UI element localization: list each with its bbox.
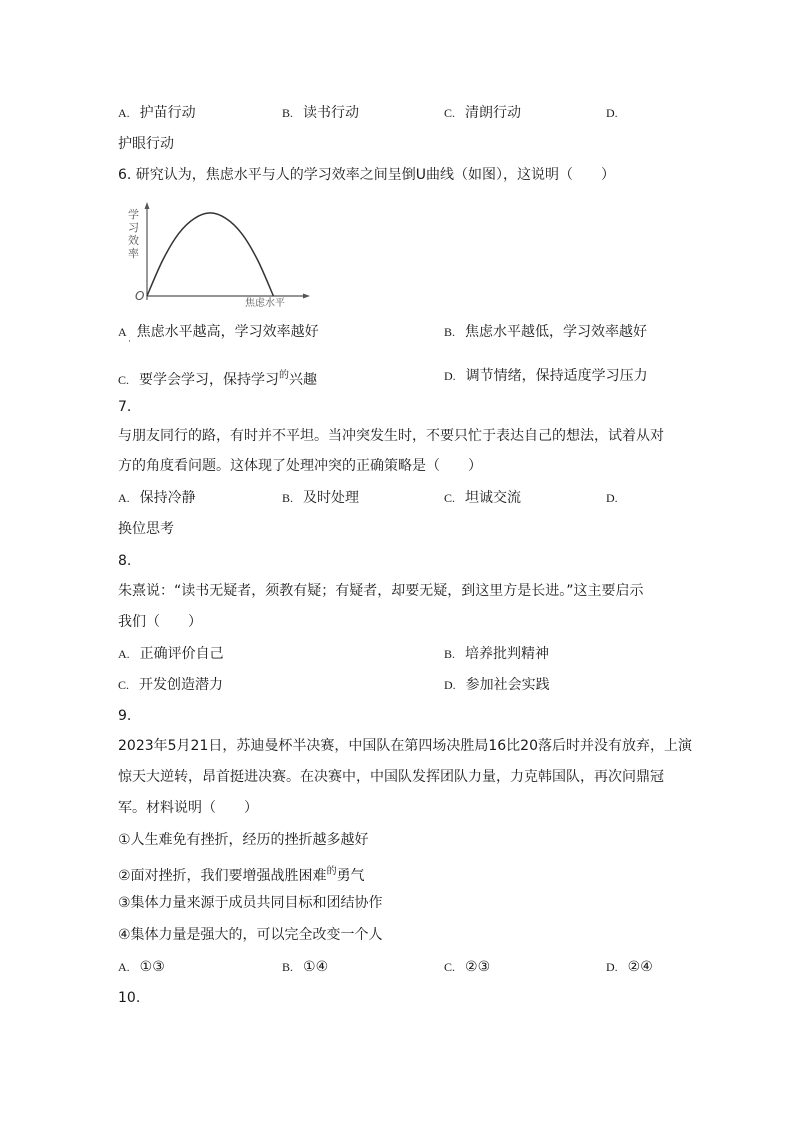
q7-option-d: D. [606,491,618,505]
anxiety-efficiency-chart [125,200,315,312]
q6-option-a: A 焦虑水平越高，学习效率越好 [118,324,319,340]
x-axis [147,294,310,299]
q7-option-a: A. 保持冷静 [118,490,196,506]
q8-option-b: B. 培养批判精神 [444,646,550,662]
q8-option-a: A. 正确评价自己 [118,646,224,662]
origin-label: O [135,289,145,303]
q7-number: 7. [118,399,132,415]
q5-option-d-text: 护眼行动 [118,136,174,152]
q7-stem-line2: 方的角度看问题。这体现了处理冲突的正确策略是（ ） [118,458,482,474]
q6-stem: 6. 研究认为，焦虑水平与人的学习效率之间呈倒U曲线（如图），这说明（ ） [118,167,616,183]
q5-option-d: D. [606,106,618,120]
q6-option-d: D. 调节情绪，保持适度学习压力 [444,368,648,384]
q9-option-b: B. ①④ [282,959,329,975]
q9-number: 9. [118,708,132,724]
q9-option-c: C. ②③ [444,959,491,975]
q9-item-3: ③集体力量来源于成员共同目标和团结协作 [118,895,383,911]
q9-option-a: A. ①③ [118,959,165,975]
x-axis-label: 焦虑水平 [245,298,285,309]
q9-item-4: ④集体力量是强大的，可以完全改变一个人 [118,927,383,943]
q9-item-2: ②面对挫折，我们要增强战胜困难$^的$勇气 [118,866,365,884]
q9-option-d: D. ②④ [606,959,653,975]
y-axis-label-1: 学 [128,208,139,221]
q9-stem-line3: 军。材料说明（ ） [118,800,258,816]
stray-dot: · [128,337,131,347]
q9-item-1: ①人生难免有挫折，经历的挫折越多越好 [118,832,369,848]
q5-option-c: C. 清朗行动 [444,105,522,121]
q10-number: 10. [118,990,141,1006]
q7-option-c: C. 坦诚交流 [444,490,522,506]
q8-option-d: D. 参加社会实践 [444,677,550,693]
q7-option-d-text: 换位思考 [118,521,174,537]
q9-stem-line1: 2023年5月21日，苏迪曼杯半决赛，中国队在第四场决胜局16比20落后时并没有放弃，上演 [118,738,692,754]
y-axis-label-3: 效 [128,234,139,247]
q5-option-a: A. 护苗行动 [118,105,196,121]
y-axis [145,202,150,300]
q5-option-b: B. 读书行动 [282,105,360,121]
y-axis-label-4: 率 [128,247,139,260]
q7-option-b: B. 及时处理 [282,490,360,506]
q6-option-c: C. 要学会学习，保持学习$^的$兴趣 [118,370,318,388]
q6-option-b: B. 焦虑水平越低，学习效率越好 [444,324,648,340]
q7-stem-line1: 与朋友同行的路，有时并不平坦。当冲突发生时，不要只忙于表达自己的想法，试着从对 [118,428,664,444]
q8-option-c: C. 开发创造潜力 [118,677,224,693]
y-axis-label-2: 习 [128,221,139,234]
q9-stem-line2: 惊天大逆转，昂首挺进决赛。在决赛中，中国队发挥团队力量，力克韩国队，再次问鼎冠 [118,769,664,785]
q8-stem-line2: 我们（ ） [118,614,202,630]
q8-number: 8. [118,553,132,569]
inverted-u-curve [147,213,273,296]
q8-stem-line1: 朱熹说：“读书无疑者，须教有疑；有疑者，却要无疑，到这里方是长进。”这主要启示 [118,583,644,599]
